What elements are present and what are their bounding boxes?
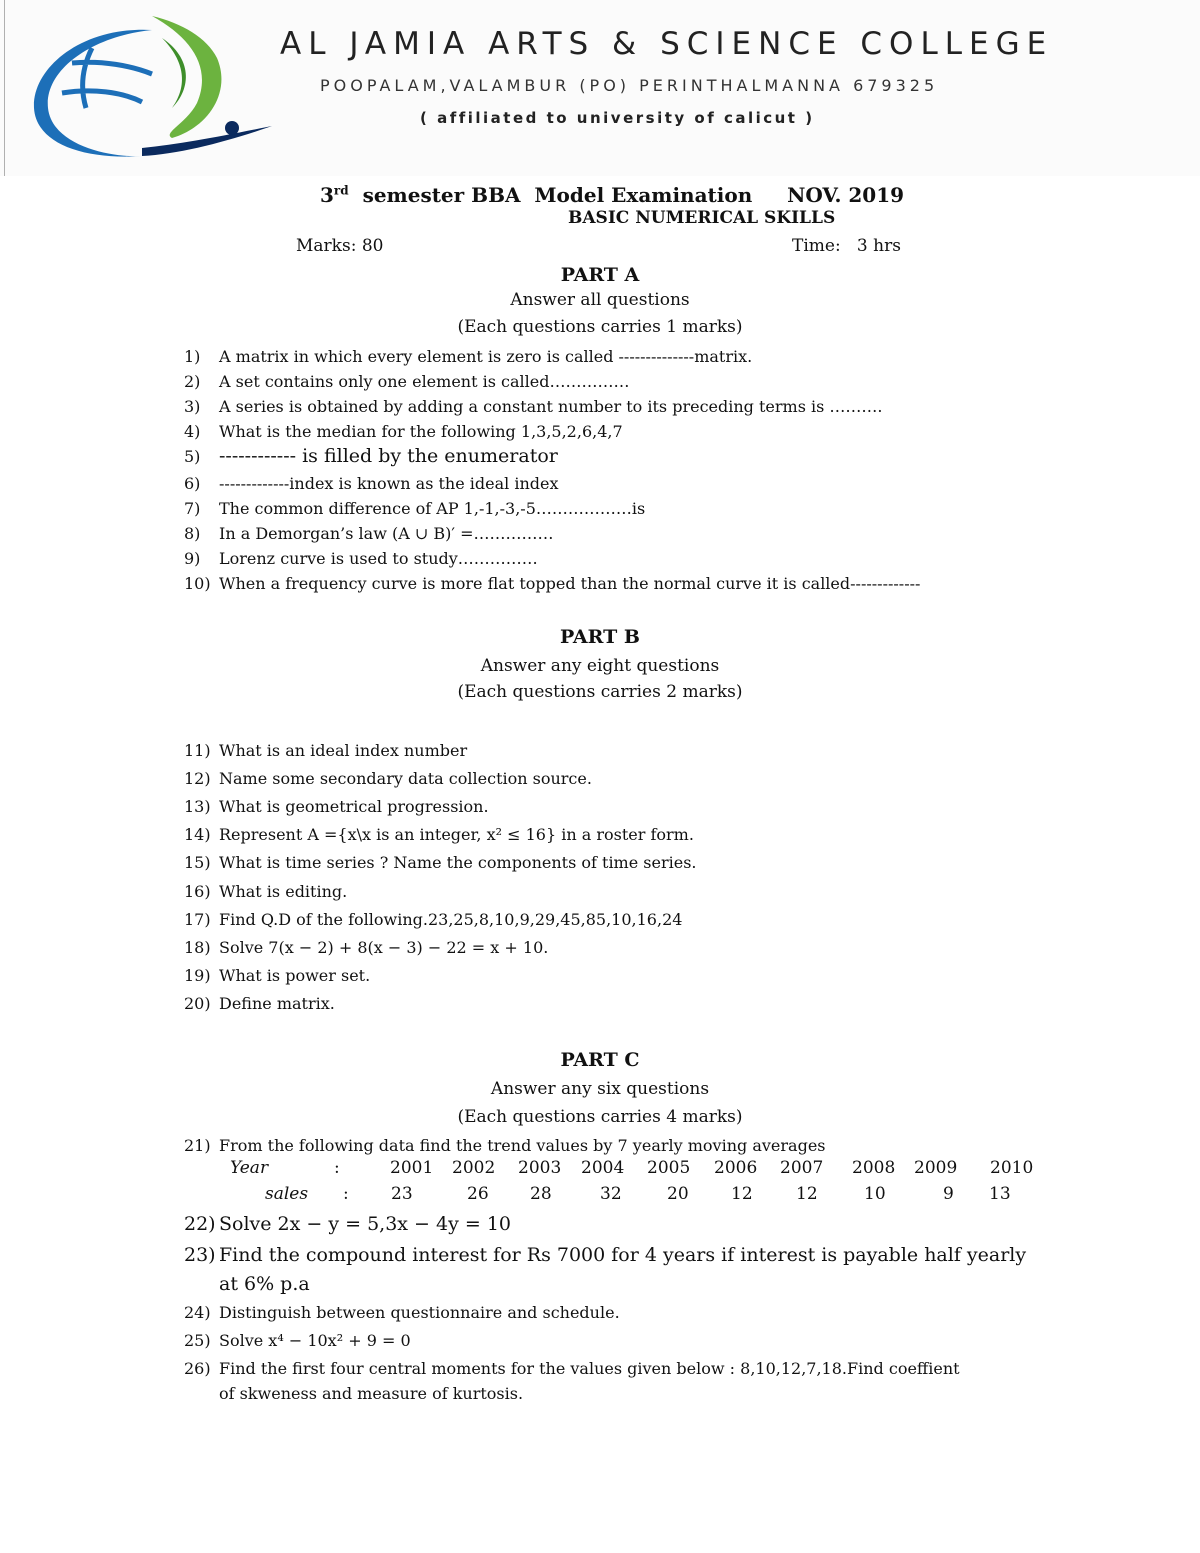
- question-item: 26) Find the first four central moments for the values given below : 8,10,12,7,18.Find coeffient of skweness and measure of kurtosis.: [184, 1359, 960, 1403]
- part-c-marks-note: (Each questions carries 4 marks): [457, 1107, 743, 1127]
- sales-colon: :: [343, 1184, 349, 1204]
- exam-title: [320, 183, 904, 207]
- year-cell: 2007: [780, 1158, 824, 1178]
- year-cell: 2003: [518, 1158, 562, 1178]
- part-a-instruction: Answer all questions: [510, 290, 690, 310]
- question-item: 3) A series is obtained by adding a constant number to its preceding terms is ……….: [184, 397, 883, 416]
- question-item: 2) A set contains only one element is called……………: [184, 372, 630, 391]
- total-marks: Marks: 80: [296, 236, 384, 256]
- year-cell: 2004: [581, 1158, 625, 1178]
- sales-cell: 13: [989, 1184, 1011, 1204]
- part-b-marks-note: (Each questions carries 2 marks): [457, 682, 743, 702]
- sales-cell: 10: [864, 1184, 886, 1204]
- question-item: 7) The common difference of AP 1,-1,-3,-5………………is: [184, 499, 646, 518]
- question-item: 11) What is an ideal index number: [184, 741, 468, 760]
- question-item: 1) A matrix in which every element is zero is called --------------matrix.: [184, 347, 753, 366]
- year-cell: 2006: [714, 1158, 758, 1178]
- year-cell: 2001: [390, 1158, 434, 1178]
- question-item: 25) Solve x⁴ − 10x² + 9 = 0: [184, 1331, 411, 1350]
- question-item: 12) Name some secondary data collection source.: [184, 769, 592, 788]
- year-cell: 2009: [914, 1158, 958, 1178]
- question-item: 23) Find the compound interest for Rs 7000 for 4 years if interest is payable half yearly at 6% p.a: [184, 1244, 1027, 1295]
- question-item: 15) What is time series ? Name the components of time series.: [184, 853, 697, 872]
- year-cell: 2005: [647, 1158, 691, 1178]
- part-b-title: PART B: [560, 626, 640, 648]
- question-item: 8) In a Demorgan’s law (A ∪ B)′ =……………: [184, 524, 554, 543]
- college-name: AL JAMIA ARTS & SCIENCE COLLEGE: [280, 26, 1054, 62]
- subject-title: BASIC NUMERICAL SKILLS: [568, 208, 836, 228]
- sales-cell: 26: [467, 1184, 489, 1204]
- college-header: [0, 0, 1200, 176]
- sales-cell: 32: [600, 1184, 622, 1204]
- trend-data-table: [0, 1158, 1200, 1208]
- question-item: 20) Define matrix.: [184, 994, 335, 1013]
- exam-title-text: semester BBA Model Examination NOV. 2019: [348, 183, 905, 207]
- question-item: 6) -------------index is known as the ideal index: [184, 474, 559, 493]
- question-item: 21) From the following data find the trend values by 7 yearly moving averages: [184, 1136, 826, 1155]
- part-b-instruction: Answer any eight questions: [480, 656, 720, 676]
- question-item: 16) What is editing.: [184, 882, 348, 901]
- question-item: 19) What is power set.: [184, 966, 371, 985]
- sales-cell: 9: [943, 1184, 954, 1204]
- part-a-title: PART A: [560, 264, 640, 286]
- sales-label: sales: [265, 1184, 309, 1204]
- year-label: Year: [230, 1158, 269, 1178]
- year-cell: 2010: [990, 1158, 1034, 1178]
- part-c-title: PART C: [560, 1049, 640, 1071]
- college-affiliation: ( affiliated to university of calicut ): [420, 109, 815, 127]
- sales-cell: 28: [530, 1184, 552, 1204]
- sales-cell: 12: [796, 1184, 818, 1204]
- semester-suffix: rd: [333, 183, 349, 198]
- year-colon: :: [334, 1158, 340, 1178]
- college-logo-icon: [22, 8, 292, 168]
- question-item: 10) When a frequency curve is more flat topped than the normal curve it is called-------------: [184, 574, 921, 593]
- question-item: 24) Distinguish between questionnaire and schedule.: [184, 1303, 620, 1322]
- part-c-instruction: Answer any six questions: [490, 1079, 710, 1099]
- question-item: 9) Lorenz curve is used to study……………: [184, 549, 538, 568]
- question-item: 4) What is the median for the following 1,3,5,2,6,4,7: [184, 422, 623, 441]
- year-cell: 2002: [452, 1158, 496, 1178]
- exam-duration: Time: 3 hrs: [792, 236, 901, 256]
- page-edge-line: [4, 0, 5, 176]
- part-a-marks-note: (Each questions carries 1 marks): [457, 317, 743, 337]
- year-cell: 2008: [852, 1158, 896, 1178]
- question-item: 5) ------------ is filled by the enumerator: [184, 445, 558, 467]
- semester-number: 3: [320, 183, 334, 207]
- question-item: 13) What is geometrical progression.: [184, 797, 489, 816]
- sales-cell: 20: [667, 1184, 689, 1204]
- college-address: POOPALAM,VALAMBUR (PO) PERINTHALMANNA 679325: [320, 76, 939, 95]
- sales-cell: 23: [391, 1184, 413, 1204]
- question-item: 22) Solve 2x − y = 5,3x − 4y = 10: [184, 1213, 512, 1235]
- sales-cell: 12: [731, 1184, 753, 1204]
- question-item: 18) Solve 7(x − 2) + 8(x − 3) − 22 = x + 10.: [184, 938, 549, 957]
- question-item: 17) Find Q.D of the following.23,25,8,10,9,29,45,85,10,16,24: [184, 910, 683, 929]
- question-item: 14) Represent A ={x\x is an integer, x² ≤ 16} in a roster form.: [184, 825, 694, 844]
